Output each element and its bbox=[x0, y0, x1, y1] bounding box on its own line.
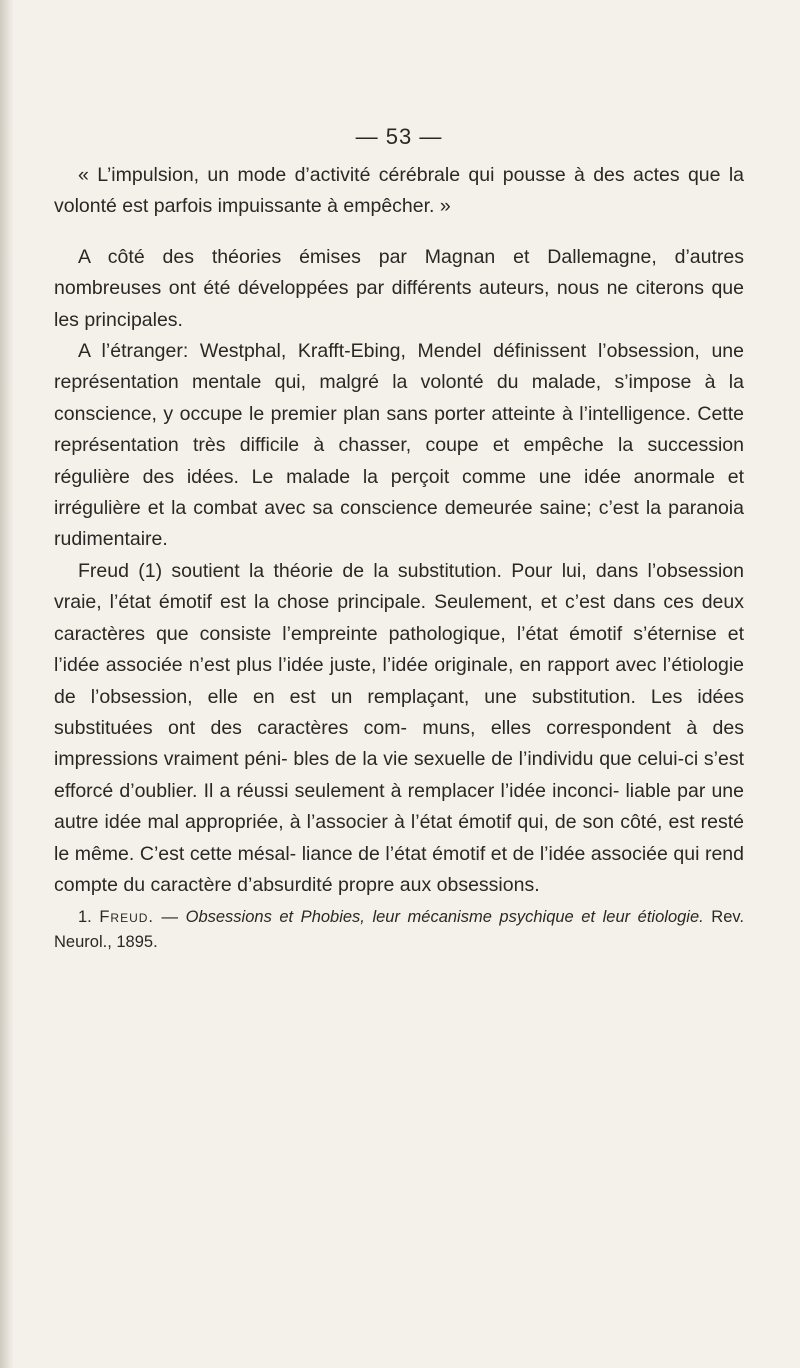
footnote-author: Freud. bbox=[99, 908, 154, 926]
footnote-source: Rev. Neurol., 1895. bbox=[54, 908, 744, 951]
book-binding-edge bbox=[0, 0, 14, 1368]
paragraph-theories: A côté des théories émises par Magnan et Dallemagne, d’autres nombreuses ont été développées par différents auteurs, nous ne citerons que les principales. bbox=[54, 245, 744, 331]
footnote-title: Obsessions et Phobies, leur mécanisme psychique et leur étiologie. bbox=[185, 908, 704, 926]
quote-paragraph: « L’impulsion, un mode d’activité cérébrale qui pousse à des actes que la volonté est parfois impuissante à empêcher. » bbox=[54, 164, 744, 218]
footnotes bbox=[54, 905, 744, 955]
paragraph-freud: Freud (1) soutient la théorie de la substitution. Pour lui, dans l’obsession vraie, l’état émotif est la chose principale. Seulement, et c’est dans ces deux caractères que consiste l’empreinte pathologique, l’état émotif s’éternise et l’idée associée n’est plus l’idée juste, l’idée originale, en rapport avec l’étiologie de l’obsession, elle en est un remplaçant, une substitution. Les idées substituées ont des caractères com- muns, elles correspondent à des impressions vraiment péni- bles de la vie sexuelle de l’individu que celui-ci s’est efforcé d’oublier. Il a réussi seulement à remplacer l’idée inconci- liable par une autre idée mal appropriée, à l’associer à l’état émotif qui, de son côté, est resté le même. C’est cette mésal- liance de l’état émotif et de l’idée associée qui rend compte du caractère d’absurdité propre aux obsessions. bbox=[54, 559, 744, 896]
footnote-1 bbox=[54, 905, 744, 955]
body-text bbox=[54, 160, 744, 901]
page-number: — 53 — bbox=[355, 124, 443, 149]
paragraph-foreign-authors: A l’étranger: Westphal, Krafft-Ebing, Mendel définissent l’obsession, une représentation mentale qui, malgré la volonté du malade, s’impose à la conscience, y occupe le premier plan sans porter atteinte à l’intelligence. Cette représentation très difficile à chasser, coupe et empêche la succession régulière des idées. Le malade la perçoit comme une idée anormale et irrégulière et la combat avec sa conscience demeurée saine; c’est la paranoia rudimentaire. bbox=[54, 340, 744, 551]
footnote-dash: — bbox=[154, 908, 186, 926]
footnote-marker: 1. bbox=[78, 908, 92, 926]
